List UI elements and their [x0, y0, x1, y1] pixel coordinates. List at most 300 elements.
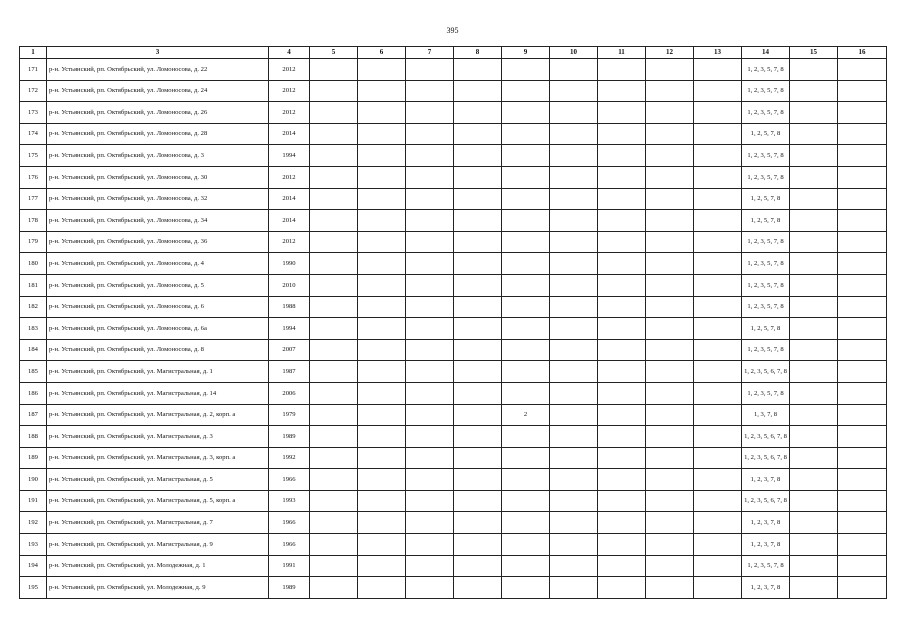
row-number: 179: [20, 231, 47, 253]
col-10-cell: [550, 145, 598, 167]
address-cell: р-н. Устьянский, рп. Октябрьский, ул. Магистральная, д. 3: [47, 426, 269, 448]
col-14-cell: 1, 3, 7, 8: [742, 404, 790, 426]
col-15-cell: [790, 469, 838, 491]
col-16-cell: [838, 210, 887, 232]
address-cell: р-н. Устьянский, рп. Октябрьский, ул. Магистральная, д. 1: [47, 361, 269, 383]
col-9-cell: [502, 512, 550, 534]
column-header: 14: [742, 47, 790, 59]
col-10-cell: [550, 102, 598, 124]
col-8-cell: [454, 426, 502, 448]
col-8-cell: [454, 447, 502, 469]
col-16-cell: [838, 512, 887, 534]
col-6-cell: [358, 555, 406, 577]
col-13-cell: [694, 274, 742, 296]
col-14-cell: 1, 2, 5, 7, 8: [742, 210, 790, 232]
col-8-cell: [454, 404, 502, 426]
col-8-cell: [454, 123, 502, 145]
col-10-cell: [550, 447, 598, 469]
row-number: 194: [20, 555, 47, 577]
col-11-cell: [598, 188, 646, 210]
col-12-cell: [646, 577, 694, 599]
col-16-cell: [838, 534, 887, 556]
col-11-cell: [598, 361, 646, 383]
row-number: 172: [20, 80, 47, 102]
col-7-cell: [406, 296, 454, 318]
col-13-cell: [694, 318, 742, 340]
col-8-cell: [454, 361, 502, 383]
col-6-cell: [358, 404, 406, 426]
year-cell: 2014: [269, 123, 310, 145]
col-12-cell: [646, 253, 694, 275]
col-7-cell: [406, 318, 454, 340]
col-11-cell: [598, 382, 646, 404]
col-15-cell: [790, 382, 838, 404]
col-13-cell: [694, 577, 742, 599]
column-header: 9: [502, 47, 550, 59]
col-7-cell: [406, 253, 454, 275]
col-13-cell: [694, 469, 742, 491]
address-cell: р-н. Устьянский, рп. Октябрьский, ул. Ломоносова, д. 6: [47, 296, 269, 318]
year-cell: 1994: [269, 318, 310, 340]
address-cell: р-н. Устьянский, рп. Октябрьский, ул. Ломоносова, д. 30: [47, 166, 269, 188]
col-13-cell: [694, 426, 742, 448]
col-13-cell: [694, 80, 742, 102]
col-8-cell: [454, 274, 502, 296]
col-15-cell: [790, 577, 838, 599]
col-14-cell: 1, 2, 3, 5, 7, 8: [742, 59, 790, 81]
col-8-cell: [454, 339, 502, 361]
col-14-cell: 1, 2, 3, 5, 7, 8: [742, 339, 790, 361]
row-number: 192: [20, 512, 47, 534]
col-7-cell: [406, 102, 454, 124]
col-6-cell: [358, 123, 406, 145]
year-cell: 1966: [269, 469, 310, 491]
col-10-cell: [550, 404, 598, 426]
table-row: [20, 188, 887, 210]
column-header: 8: [454, 47, 502, 59]
col-9-cell: [502, 59, 550, 81]
col-11-cell: [598, 404, 646, 426]
table-row: [20, 534, 887, 556]
col-12-cell: [646, 361, 694, 383]
col-11-cell: [598, 512, 646, 534]
col-9-cell: [502, 166, 550, 188]
col-6-cell: [358, 59, 406, 81]
col-12-cell: [646, 318, 694, 340]
col-11-cell: [598, 426, 646, 448]
address-cell: р-н. Устьянский, рп. Октябрьский, ул. Ломоносова, д. 34: [47, 210, 269, 232]
col-12-cell: [646, 469, 694, 491]
col-8-cell: [454, 555, 502, 577]
col-8-cell: [454, 469, 502, 491]
col-6-cell: [358, 253, 406, 275]
col-7-cell: [406, 577, 454, 599]
table-row: [20, 382, 887, 404]
table-row: [20, 210, 887, 232]
column-header: 6: [358, 47, 406, 59]
col-11-cell: [598, 80, 646, 102]
col-12-cell: [646, 404, 694, 426]
row-number: 191: [20, 490, 47, 512]
col-5-cell: [310, 447, 358, 469]
col-13-cell: [694, 534, 742, 556]
col-5-cell: [310, 145, 358, 167]
col-6-cell: [358, 534, 406, 556]
col-9-cell: 2: [502, 404, 550, 426]
col-9-cell: [502, 447, 550, 469]
col-11-cell: [598, 534, 646, 556]
year-cell: 2010: [269, 274, 310, 296]
address-cell: р-н. Устьянский, рп. Октябрьский, ул. Ломоносова, д. 36: [47, 231, 269, 253]
column-header: 4: [269, 47, 310, 59]
table-row: [20, 274, 887, 296]
col-16-cell: [838, 188, 887, 210]
col-15-cell: [790, 318, 838, 340]
col-8-cell: [454, 145, 502, 167]
col-8-cell: [454, 318, 502, 340]
col-7-cell: [406, 490, 454, 512]
col-8-cell: [454, 102, 502, 124]
col-5-cell: [310, 555, 358, 577]
col-12-cell: [646, 231, 694, 253]
table-row: [20, 361, 887, 383]
col-5-cell: [310, 534, 358, 556]
row-number: 175: [20, 145, 47, 167]
col-6-cell: [358, 361, 406, 383]
col-13-cell: [694, 231, 742, 253]
col-10-cell: [550, 512, 598, 534]
col-14-cell: 1, 2, 3, 5, 6, 7, 8: [742, 447, 790, 469]
table-row: [20, 490, 887, 512]
table-row: [20, 145, 887, 167]
col-9-cell: [502, 469, 550, 491]
table-row: [20, 339, 887, 361]
col-10-cell: [550, 123, 598, 145]
col-13-cell: [694, 102, 742, 124]
col-10-cell: [550, 80, 598, 102]
col-8-cell: [454, 210, 502, 232]
col-7-cell: [406, 123, 454, 145]
col-11-cell: [598, 296, 646, 318]
col-10-cell: [550, 555, 598, 577]
year-cell: 2012: [269, 102, 310, 124]
col-7-cell: [406, 404, 454, 426]
year-cell: 1966: [269, 512, 310, 534]
table-row: [20, 577, 887, 599]
col-9-cell: [502, 577, 550, 599]
table-row: [20, 447, 887, 469]
col-14-cell: 1, 2, 3, 5, 7, 8: [742, 231, 790, 253]
header-row: [20, 47, 887, 59]
col-8-cell: [454, 534, 502, 556]
address-cell: р-н. Устьянский, рп. Октябрьский, ул. Молодежная, д. 1: [47, 555, 269, 577]
col-13-cell: [694, 123, 742, 145]
col-5-cell: [310, 318, 358, 340]
table-row: [20, 123, 887, 145]
col-6-cell: [358, 274, 406, 296]
column-header: 12: [646, 47, 694, 59]
col-10-cell: [550, 59, 598, 81]
col-11-cell: [598, 577, 646, 599]
col-6-cell: [358, 469, 406, 491]
col-8-cell: [454, 231, 502, 253]
col-14-cell: 1, 2, 3, 5, 7, 8: [742, 274, 790, 296]
col-11-cell: [598, 59, 646, 81]
table-row: [20, 404, 887, 426]
col-15-cell: [790, 123, 838, 145]
year-cell: 2012: [269, 59, 310, 81]
col-12-cell: [646, 274, 694, 296]
col-16-cell: [838, 102, 887, 124]
row-number: 195: [20, 577, 47, 599]
col-14-cell: 1, 2, 3, 7, 8: [742, 577, 790, 599]
row-number: 171: [20, 59, 47, 81]
year-cell: 2012: [269, 231, 310, 253]
column-header: 11: [598, 47, 646, 59]
col-11-cell: [598, 102, 646, 124]
col-9-cell: [502, 490, 550, 512]
col-12-cell: [646, 296, 694, 318]
col-13-cell: [694, 490, 742, 512]
row-number: 183: [20, 318, 47, 340]
col-9-cell: [502, 555, 550, 577]
col-10-cell: [550, 210, 598, 232]
col-14-cell: 1, 2, 5, 7, 8: [742, 318, 790, 340]
table-row: [20, 426, 887, 448]
col-11-cell: [598, 447, 646, 469]
col-5-cell: [310, 339, 358, 361]
col-12-cell: [646, 447, 694, 469]
row-number: 174: [20, 123, 47, 145]
col-16-cell: [838, 231, 887, 253]
col-6-cell: [358, 318, 406, 340]
col-8-cell: [454, 512, 502, 534]
col-16-cell: [838, 490, 887, 512]
col-7-cell: [406, 210, 454, 232]
col-5-cell: [310, 469, 358, 491]
col-9-cell: [502, 361, 550, 383]
col-12-cell: [646, 339, 694, 361]
col-14-cell: 1, 2, 3, 7, 8: [742, 534, 790, 556]
address-cell: р-н. Устьянский, рп. Октябрьский, ул. Ломоносова, д. 4: [47, 253, 269, 275]
col-6-cell: [358, 426, 406, 448]
col-6-cell: [358, 577, 406, 599]
col-13-cell: [694, 145, 742, 167]
col-9-cell: [502, 274, 550, 296]
column-header: 13: [694, 47, 742, 59]
col-5-cell: [310, 361, 358, 383]
col-7-cell: [406, 59, 454, 81]
col-13-cell: [694, 210, 742, 232]
col-5-cell: [310, 188, 358, 210]
col-10-cell: [550, 361, 598, 383]
col-10-cell: [550, 188, 598, 210]
col-8-cell: [454, 59, 502, 81]
col-15-cell: [790, 210, 838, 232]
col-5-cell: [310, 577, 358, 599]
row-number: 190: [20, 469, 47, 491]
col-15-cell: [790, 274, 838, 296]
col-8-cell: [454, 80, 502, 102]
col-9-cell: [502, 123, 550, 145]
col-7-cell: [406, 447, 454, 469]
col-6-cell: [358, 296, 406, 318]
col-16-cell: [838, 469, 887, 491]
col-8-cell: [454, 188, 502, 210]
column-header: 7: [406, 47, 454, 59]
address-cell: р-н. Устьянский, рп. Октябрьский, ул. Магистральная, д. 2, корп. а: [47, 404, 269, 426]
table-row: [20, 469, 887, 491]
address-cell: р-н. Устьянский, рп. Октябрьский, ул. Магистральная, д. 5, корп. а: [47, 490, 269, 512]
col-15-cell: [790, 102, 838, 124]
col-13-cell: [694, 447, 742, 469]
col-5-cell: [310, 80, 358, 102]
col-10-cell: [550, 253, 598, 275]
year-cell: 1979: [269, 404, 310, 426]
col-14-cell: 1, 2, 3, 5, 7, 8: [742, 166, 790, 188]
col-11-cell: [598, 145, 646, 167]
page-number: 395: [446, 26, 459, 35]
col-15-cell: [790, 447, 838, 469]
row-number: 177: [20, 188, 47, 210]
col-10-cell: [550, 469, 598, 491]
col-7-cell: [406, 166, 454, 188]
col-7-cell: [406, 80, 454, 102]
col-14-cell: 1, 2, 3, 5, 7, 8: [742, 145, 790, 167]
col-11-cell: [598, 469, 646, 491]
col-11-cell: [598, 123, 646, 145]
address-cell: р-н. Устьянский, рп. Октябрьский, ул. Ломоносова, д. 3: [47, 145, 269, 167]
col-9-cell: [502, 534, 550, 556]
col-15-cell: [790, 534, 838, 556]
col-12-cell: [646, 145, 694, 167]
col-15-cell: [790, 404, 838, 426]
col-10-cell: [550, 339, 598, 361]
col-14-cell: 1, 2, 3, 5, 6, 7, 8: [742, 426, 790, 448]
col-7-cell: [406, 188, 454, 210]
col-6-cell: [358, 210, 406, 232]
col-7-cell: [406, 426, 454, 448]
col-10-cell: [550, 274, 598, 296]
column-header: 5: [310, 47, 358, 59]
col-9-cell: [502, 145, 550, 167]
col-16-cell: [838, 80, 887, 102]
col-14-cell: 1, 2, 3, 7, 8: [742, 469, 790, 491]
row-number: 182: [20, 296, 47, 318]
col-10-cell: [550, 490, 598, 512]
row-number: 193: [20, 534, 47, 556]
col-8-cell: [454, 253, 502, 275]
table-row: [20, 59, 887, 81]
col-13-cell: [694, 59, 742, 81]
col-5-cell: [310, 166, 358, 188]
col-10-cell: [550, 382, 598, 404]
col-16-cell: [838, 318, 887, 340]
col-13-cell: [694, 253, 742, 275]
col-11-cell: [598, 231, 646, 253]
year-cell: 1993: [269, 490, 310, 512]
col-6-cell: [358, 447, 406, 469]
col-9-cell: [502, 382, 550, 404]
address-cell: р-н. Устьянский, рп. Октябрьский, ул. Ломоносова, д. 24: [47, 80, 269, 102]
col-16-cell: [838, 253, 887, 275]
col-14-cell: 1, 2, 3, 7, 8: [742, 512, 790, 534]
col-12-cell: [646, 490, 694, 512]
col-14-cell: 1, 2, 3, 5, 7, 8: [742, 555, 790, 577]
col-7-cell: [406, 512, 454, 534]
col-16-cell: [838, 426, 887, 448]
col-5-cell: [310, 512, 358, 534]
col-16-cell: [838, 577, 887, 599]
address-cell: р-н. Устьянский, рп. Октябрьский, ул. Ломоносова, д. 32: [47, 188, 269, 210]
col-9-cell: [502, 102, 550, 124]
col-10-cell: [550, 534, 598, 556]
col-13-cell: [694, 382, 742, 404]
col-9-cell: [502, 80, 550, 102]
year-cell: 1989: [269, 577, 310, 599]
col-9-cell: [502, 296, 550, 318]
col-12-cell: [646, 123, 694, 145]
col-9-cell: [502, 339, 550, 361]
col-9-cell: [502, 253, 550, 275]
address-cell: р-н. Устьянский, рп. Октябрьский, ул. Ломоносова, д. 22: [47, 59, 269, 81]
col-6-cell: [358, 145, 406, 167]
col-9-cell: [502, 188, 550, 210]
col-16-cell: [838, 145, 887, 167]
col-16-cell: [838, 447, 887, 469]
col-13-cell: [694, 296, 742, 318]
col-6-cell: [358, 188, 406, 210]
col-11-cell: [598, 318, 646, 340]
row-number: 178: [20, 210, 47, 232]
col-8-cell: [454, 490, 502, 512]
col-16-cell: [838, 404, 887, 426]
col-13-cell: [694, 404, 742, 426]
year-cell: 1990: [269, 253, 310, 275]
address-cell: р-н. Устьянский, рп. Октябрьский, ул. Магистральная, д. 14: [47, 382, 269, 404]
col-6-cell: [358, 512, 406, 534]
col-5-cell: [310, 382, 358, 404]
col-10-cell: [550, 231, 598, 253]
year-cell: 1992: [269, 447, 310, 469]
column-header: 16: [838, 47, 887, 59]
column-header: 15: [790, 47, 838, 59]
col-16-cell: [838, 274, 887, 296]
col-5-cell: [310, 210, 358, 232]
year-cell: 2014: [269, 188, 310, 210]
year-cell: 1988: [269, 296, 310, 318]
year-cell: 1987: [269, 361, 310, 383]
col-15-cell: [790, 253, 838, 275]
col-10-cell: [550, 426, 598, 448]
col-14-cell: 1, 2, 3, 5, 6, 7, 8: [742, 361, 790, 383]
col-12-cell: [646, 555, 694, 577]
year-cell: 2007: [269, 339, 310, 361]
year-cell: 1966: [269, 534, 310, 556]
col-15-cell: [790, 188, 838, 210]
col-13-cell: [694, 166, 742, 188]
row-number: 181: [20, 274, 47, 296]
col-15-cell: [790, 80, 838, 102]
col-15-cell: [790, 166, 838, 188]
col-12-cell: [646, 188, 694, 210]
column-header: 1: [20, 47, 47, 59]
table-body: [20, 59, 887, 599]
address-cell: р-н. Устьянский, рп. Октябрьский, ул. Молодежная, д. 9: [47, 577, 269, 599]
address-cell: р-н. Устьянский, рп. Октябрьский, ул. Ломоносова, д. 5: [47, 274, 269, 296]
table-row: [20, 318, 887, 340]
address-cell: р-н. Устьянский, рп. Октябрьский, ул. Ломоносова, д. 28: [47, 123, 269, 145]
